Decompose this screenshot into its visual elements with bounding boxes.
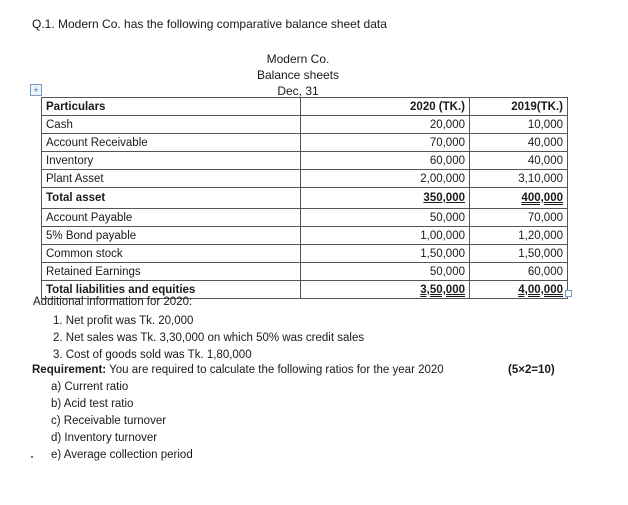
value-2019: 70,000 — [470, 209, 568, 227]
table-row — [42, 116, 568, 134]
list-item: a) Current ratio — [51, 381, 129, 393]
list-item: 1. Net profit was Tk. 20,000 — [53, 315, 194, 327]
total-assets-2019: 400,000 — [521, 192, 563, 204]
row-label: 5% Bond payable — [42, 227, 301, 245]
value-2020: 20,000 — [301, 116, 470, 134]
table-row — [42, 152, 568, 170]
balance-sheet-table — [41, 97, 568, 299]
value-2020: 50,000 — [301, 263, 470, 281]
list-item: c) Receivable turnover — [51, 415, 167, 427]
table-row — [42, 263, 568, 281]
question-title: Q.1. Modern Co. has the following comparative balance sheet data — [32, 17, 387, 31]
marks-allocation: (5×2=10) — [508, 364, 555, 376]
task-list — [51, 379, 193, 464]
company-name: Modern Co. — [266, 52, 330, 66]
row-label: Total asset — [42, 188, 301, 209]
statement-date: Dec, 31 — [277, 84, 319, 98]
table-row — [42, 209, 568, 227]
list-item: e) Average collection period — [51, 449, 193, 461]
value-2019: 40,000 — [470, 134, 568, 152]
additional-info-list — [53, 313, 364, 364]
col-header-2019: 2019(TK.) — [470, 98, 568, 116]
list-item: d) Inventory turnover — [51, 432, 158, 444]
row-label: Account Receivable — [42, 134, 301, 152]
table-row — [42, 245, 568, 263]
total-assets-2020: 350,000 — [423, 192, 465, 204]
table-header-row — [42, 98, 568, 116]
value-2019: 3,10,000 — [470, 170, 568, 188]
row-label: Total liabilities and equities — [42, 281, 301, 299]
requirement-label: Requirement: — [32, 364, 107, 376]
row-label: Common stock — [42, 245, 301, 263]
table-row — [42, 134, 568, 152]
table-move-handle-icon[interactable]: + — [30, 84, 42, 96]
list-item: 3. Cost of goods sold was Tk. 1,80,000 — [53, 349, 252, 361]
table-row — [42, 170, 568, 188]
list-item: b) Acid test ratio — [51, 398, 134, 410]
requirement-line — [32, 364, 444, 376]
total-liabilities-2019: 4,00,000 — [518, 283, 563, 296]
row-label: Retained Earnings — [42, 263, 301, 281]
total-assets-row — [42, 188, 568, 209]
value-2019: 1,50,000 — [470, 245, 568, 263]
value-2020: 1,50,000 — [301, 245, 470, 263]
value-2020: 60,000 — [301, 152, 470, 170]
value-2020: 70,000 — [301, 134, 470, 152]
col-header-particulars: Particulars — [42, 98, 301, 116]
value-2019: 1,20,000 — [470, 227, 568, 245]
table-row — [42, 227, 568, 245]
row-label: Plant Asset — [42, 170, 301, 188]
total-liabilities-2020: 3,50,000 — [420, 283, 465, 296]
stray-mark — [31, 456, 33, 458]
value-2019: 60,000 — [470, 263, 568, 281]
row-label: Inventory — [42, 152, 301, 170]
list-item: 2. Net sales was Tk. 3,30,000 on which 50% was credit sales — [53, 332, 365, 344]
row-label: Account Payable — [42, 209, 301, 227]
additional-info-heading: Additional information for 2020: — [33, 296, 193, 308]
value-2019: 10,000 — [470, 116, 568, 134]
value-2020: 50,000 — [301, 209, 470, 227]
table-resize-handle-icon[interactable] — [565, 290, 572, 297]
value-2020: 2,00,000 — [301, 170, 470, 188]
value-2019: 40,000 — [470, 152, 568, 170]
requirement-text: You are required to calculate the following ratios for the year 2020 — [106, 364, 444, 376]
statement-name: Balance sheets — [256, 68, 340, 82]
value-2020: 1,00,000 — [301, 227, 470, 245]
col-header-2020: 2020 (TK.) — [301, 98, 470, 116]
row-label: Cash — [42, 116, 301, 134]
